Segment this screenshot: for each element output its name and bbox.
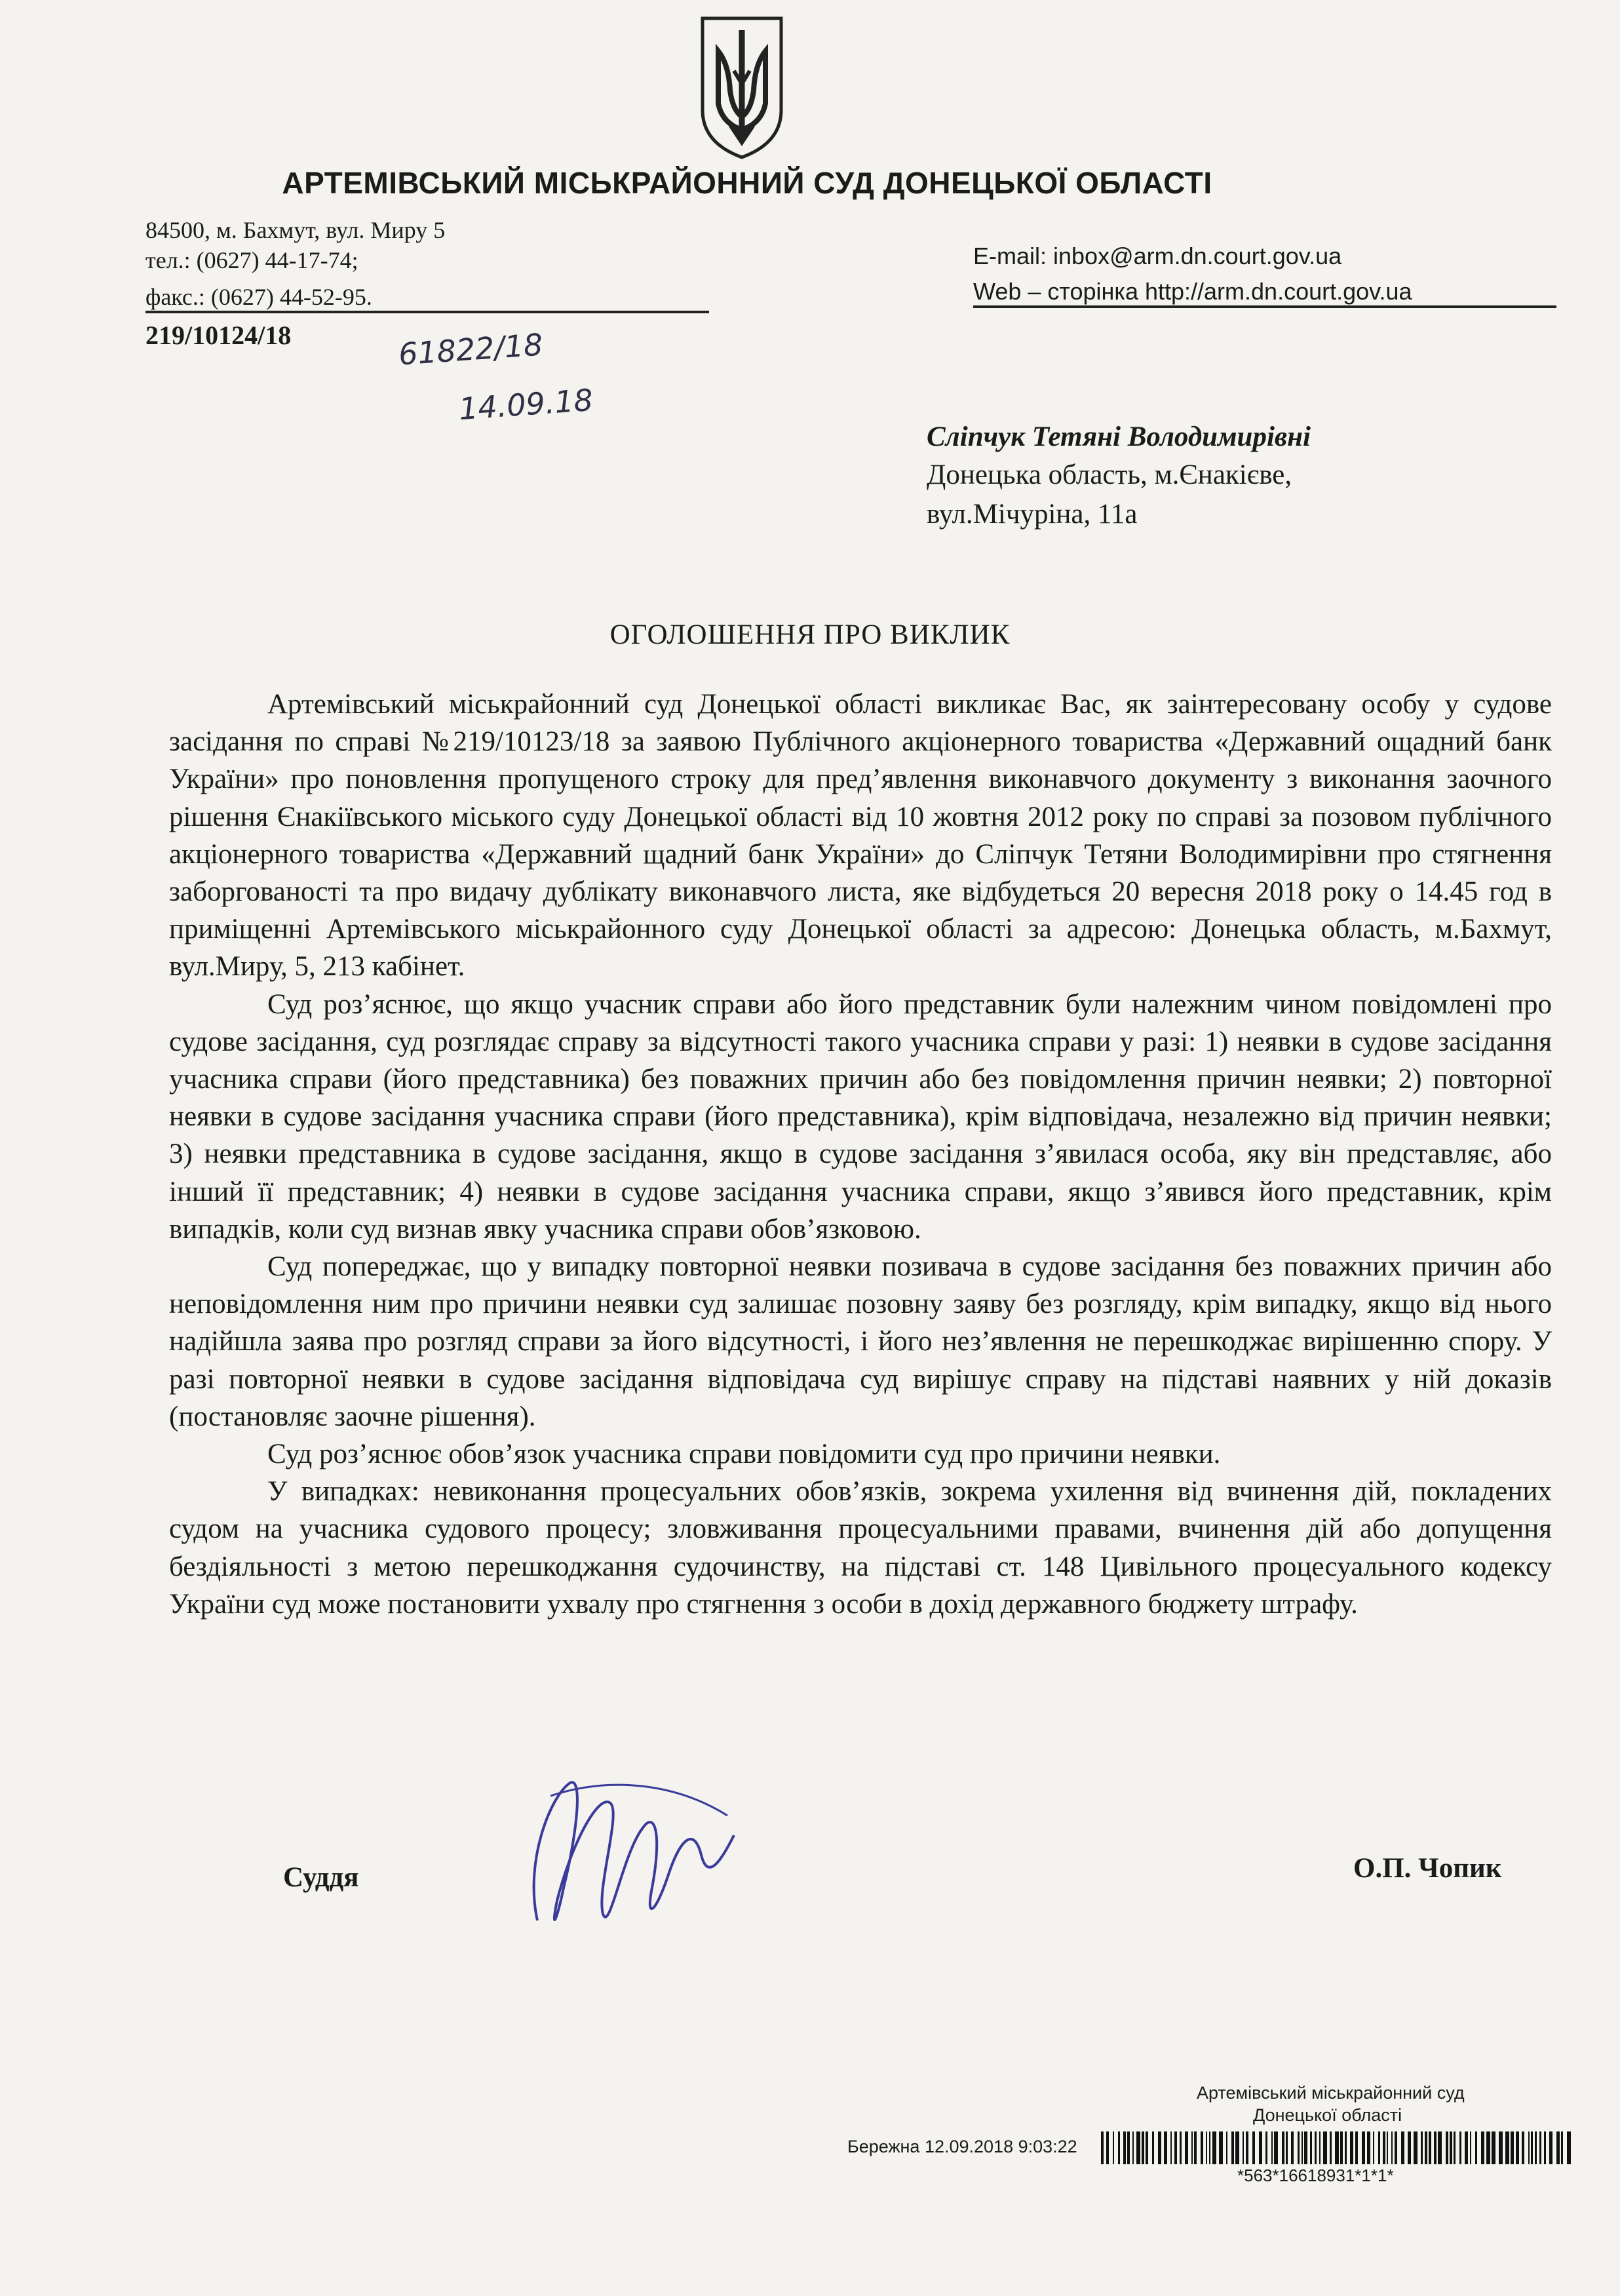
registry-stamp-region: Донецької області	[1253, 2105, 1402, 2125]
judge-name: О.П. Чопик	[1353, 1853, 1502, 1884]
signature-mark	[511, 1757, 760, 1953]
header-divider-left	[145, 311, 709, 313]
court-address: 84500, м. Бахмут, вул. Миру 5	[145, 217, 446, 243]
recipient-address-line-1: Донецька область, м.Єнакієве,	[927, 459, 1292, 490]
outgoing-case-number: 219/10124/18	[145, 321, 292, 350]
court-title: АРТЕМІВСЬКИЙ МІСЬКРАЙОННИЙ СУД ДОНЕЦЬКОЇ ОБЛАСТІ	[282, 166, 1212, 200]
judge-label: Суддя	[283, 1862, 359, 1893]
header-divider-right	[973, 305, 1556, 308]
notice-paragraph: Артемівський міськрайонний суд Донецької області викликає Вас, як заінтересовану особу у судове засідання по справі №219/10123/18 за заявою Публічного акціонерного товариства «Державний ощадний банк України» про поновлення пропущеного строку для пред’явлення виконавчого документу з виконання заочного рішення Єнакіївського міського суду Донецької області від 10 жовтня 2012 року по справі за позовом публічного акціонерного товариства «Державний щадний банк України» до Сліпчук Тетяни Володимирівни про стягнення заборгованості та про видачу дублікату виконавчого листа, яке відбудеться 20 вересня 2018 року о 14.45 год в приміщенні Артемівського міськрайонного суду Донецької області за адресою: Донецька область, м.Бахмут, вул.Миру, 5, 213 кабінет.	[169, 689, 1552, 983]
recipient-address-line-2: вул.Мічуріна, 11а	[927, 499, 1138, 530]
registry-stamp-datetime: Бережна 12.09.2018 9:03:22	[847, 2137, 1077, 2156]
court-email: E-mail: inbox@arm.dn.court.gov.ua	[973, 243, 1342, 269]
notice-paragraph: Суд попереджає, що у випадку повторної неявки позивача в судове засідання без поважних причин або неповідомлення ним про причини неявки суд залишає позовну заяву без розгляду, крім випадку, якщо від нього надійшла заява про розгляд справи за його відсутності, і його нез’явлення не перешкоджає вирішенню спору. У разі повторної неявки в судове засідання відповідача суд вирішує справу на підставі наявних у ній доказів (постановляє заочне рішення).	[169, 1251, 1552, 1432]
notice-body	[169, 686, 1552, 1623]
handwritten-date: 14.09.18	[457, 381, 594, 427]
notice-title: ОГОЛОШЕННЯ ПРО ВИКЛИК	[609, 619, 1011, 650]
handwritten-registration-number: 61822/18	[397, 326, 544, 372]
notice-paragraph: Суд роз’яснює, що якщо учасник справи або його представник були належним чином повідомлені про судове засідання, суд розглядає справу за відсутності такого учасника справи у разі: 1) неявки в судове засідання учасника справи (його представника) без поважних причин або без повідомлення причин неявки; 2) повторної неявки в судове засідання учасника справи (його представника), крім відповідача, незалежно від причин неявки; 3) неявки представника в судове засідання, якщо в судове засідання з’явилася особа, яку він представляє, або інший її представник; 4) неявки в судове засідання учасника справи, якщо з’явився його представник, крім випадків, коли суд визнав явку учасника справи обов’язковою.	[169, 988, 1552, 1245]
court-fax: факс.: (0627) 44-52-95.	[145, 284, 372, 310]
court-website: Web – сторінка http://arm.dn.court.gov.ua	[973, 278, 1412, 305]
notice-paragraph: Суд роз’яснює обов’язок учасника справи повідомити суд про причини неявки.	[267, 1439, 1221, 1470]
coat-of-arms-icon	[696, 12, 788, 163]
recipient-name: Сліпчук Тетяні Володимирівні	[927, 421, 1311, 452]
notice-paragraph: У випадках: невиконання процесуальних обов’язків, зокрема ухилення від вчинення дій, покладених судом на учасника судового процесу; зловживання процесуальними правами, вчинення дій або допущення бездіяльності з метою перешкоджання судочинству, на підставі ст. 148 Цивільного процесуального кодексу України суд може постановити ухвалу про стягнення з особи в дохід державного бюджету штрафу.	[169, 1476, 1552, 1620]
court-phone: тел.: (0627) 44-17-74;	[145, 247, 358, 273]
barcode-text: *563*16618931*1*1*	[1237, 2166, 1394, 2185]
registry-stamp-court: Артемівський міськрайонний суд	[1197, 2083, 1465, 2103]
barcode	[1101, 2131, 1573, 2164]
